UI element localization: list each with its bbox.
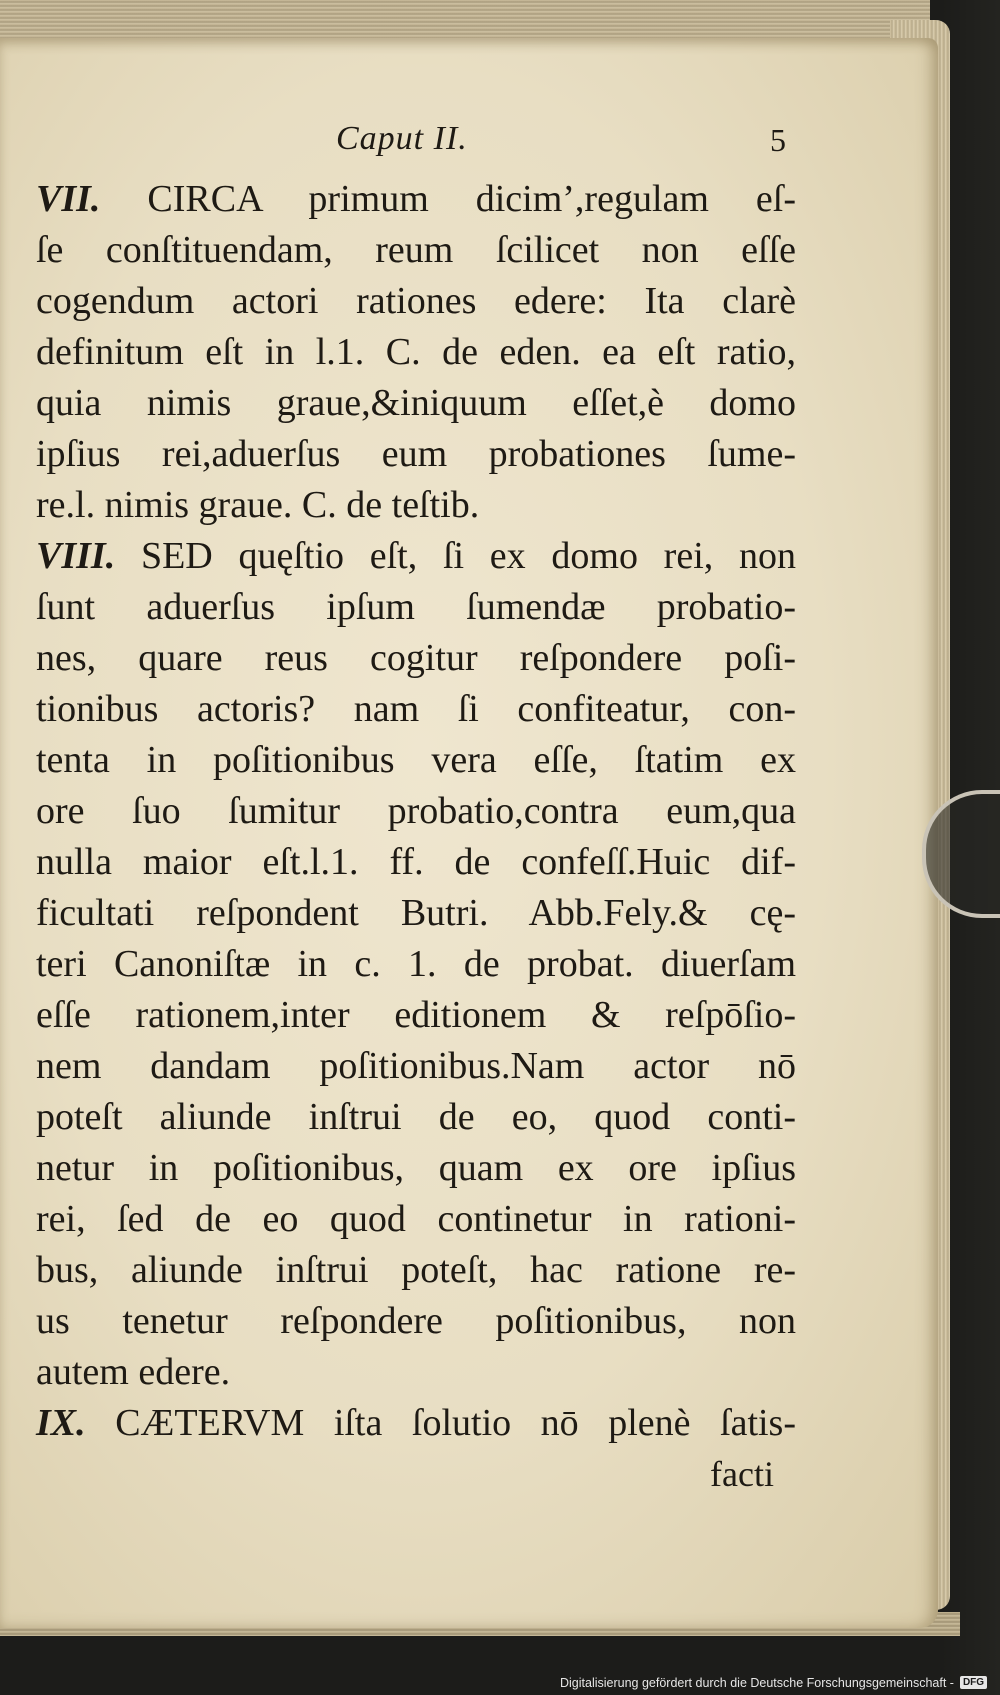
body-lines	[36, 174, 796, 1449]
line-text: CIRCA primum dicim’,regulam eſ-	[147, 178, 796, 220]
line-text: poteſt aliunde inſtrui de eo, quod conti-	[36, 1096, 796, 1138]
text-line	[36, 531, 796, 582]
line-text: bus, aliunde inſtrui poteſt, hac ratione re-	[36, 1249, 796, 1291]
text-line	[36, 225, 796, 276]
page-text-block	[36, 116, 796, 1500]
line-text: definitum eſt in l.1. C. de eden. ea eſt ratio,	[36, 331, 796, 373]
line-text: nem dandam poſitionibus.Nam actor nō	[36, 1045, 796, 1087]
text-line	[36, 429, 796, 480]
text-line	[36, 1194, 796, 1245]
text-line	[36, 786, 796, 837]
line-text: tionibus actoris? nam ſi confiteatur, con-	[36, 688, 796, 730]
line-text: quia nimis graue,&iniquum eſſet,è domo	[36, 382, 796, 424]
text-line	[36, 1143, 796, 1194]
page-number: 5	[770, 122, 786, 158]
text-line	[36, 378, 796, 429]
catchword: facti	[710, 1454, 774, 1494]
line-text: nes, quare reus cogitur reſpondere poſi-	[36, 637, 796, 679]
line-text: CÆTERVM iſta ſolutio nō plenè ſatis-	[115, 1402, 797, 1444]
text-line	[36, 684, 796, 735]
line-text: ipſius rei,aduerſus eum probationes ſume-	[36, 433, 796, 475]
line-text: ſunt aduerſus ipſum ſumendæ probatio-	[36, 586, 796, 628]
line-text: ficultati reſpondent Butri. Abb.Fely.& cę-	[36, 892, 796, 934]
text-line	[36, 582, 796, 633]
line-text: SED quęſtio eſt, ſi ex domo rei, non	[140, 535, 796, 577]
text-line	[36, 633, 796, 684]
line-text: tenta in poſitionibus vera eſſe, ſtatim ex	[36, 739, 796, 781]
text-line	[36, 276, 796, 327]
line-text: teri Canoniſtæ in c. 1. de probat. diuerſam	[36, 943, 796, 985]
line-text: eſſe rationem,inter editionem & reſpōſio-	[36, 994, 796, 1036]
line-text: ore ſuo ſumitur probatio,contra eum,qua	[36, 790, 796, 832]
section-number: VII.	[36, 178, 101, 220]
line-text: rei, ſed de eo quod continetur in rationi-	[36, 1198, 796, 1240]
text-line	[36, 1296, 796, 1347]
line-text: cogendum actori rationes edere: Ita clarè	[36, 280, 796, 322]
line-text: netur in poſitionibus, quam ex ore ipſius	[36, 1147, 796, 1189]
text-line	[36, 1245, 796, 1296]
line-text: nulla maior eſt.l.1. ff. de confeſſ.Huic dif-	[36, 841, 796, 883]
text-line	[36, 1347, 796, 1398]
section-number: IX.	[36, 1402, 86, 1444]
text-line	[36, 735, 796, 786]
page-header	[36, 116, 796, 174]
text-line	[36, 888, 796, 939]
section-number: VIII.	[36, 535, 116, 577]
text-line	[36, 1092, 796, 1143]
text-line	[36, 327, 796, 378]
dfg-logo: DFG	[960, 1676, 987, 1689]
running-head: Caput II.	[336, 120, 468, 157]
line-text: autem edere.	[36, 1351, 231, 1393]
line-text: us tenetur reſpondere poſitionibus, non	[36, 1300, 796, 1342]
line-text: re.l. nimis graue. C. de teſtib.	[36, 484, 480, 526]
text-line	[36, 990, 796, 1041]
digitization-credit	[560, 1670, 1000, 1695]
text-line	[36, 174, 796, 225]
text-line	[36, 1041, 796, 1092]
credit-text: Digitalisierung gefördert durch die Deutsche Forschungsgemeinschaft -	[560, 1675, 954, 1690]
text-line	[36, 1398, 796, 1449]
text-line	[36, 837, 796, 888]
line-text: ſe conſtituendam, reum ſcilicet non eſſe	[36, 229, 796, 271]
text-line	[36, 939, 796, 990]
text-line	[36, 480, 796, 531]
